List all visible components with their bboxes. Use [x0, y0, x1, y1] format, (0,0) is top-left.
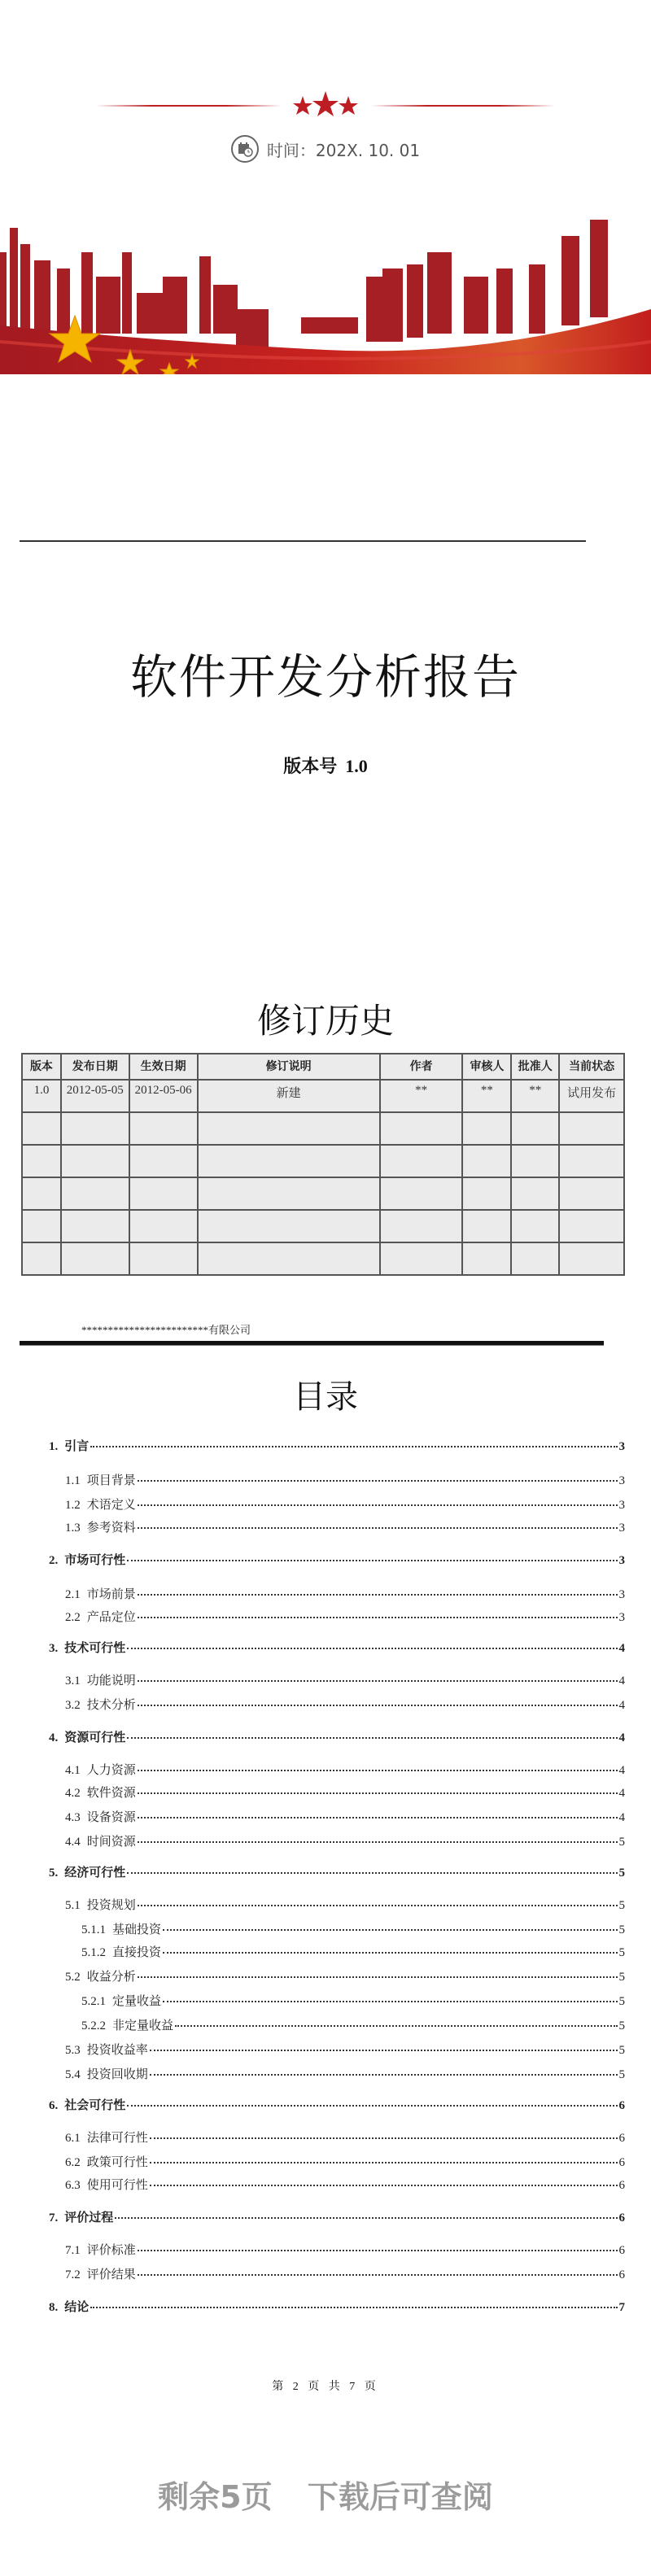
- toc-entry-label: 项目背景: [86, 1474, 136, 1487]
- toc-entry[interactable]: [65, 1896, 625, 1913]
- cover-divider: [20, 540, 586, 542]
- toc-entry[interactable]: [49, 1863, 625, 1880]
- toc-entry-number: 7.: [49, 2211, 59, 2225]
- toc-entry-number: 5.1.2: [81, 1946, 106, 1959]
- toc-entry-label: 参考资料: [86, 1522, 136, 1535]
- table-header-row: [22, 1054, 624, 1080]
- table-cell: [559, 1145, 624, 1177]
- table-cell: [462, 1177, 511, 1210]
- table-cell: [462, 1112, 511, 1145]
- toc-entry-label: 产品定位: [86, 1611, 136, 1624]
- toc-entry-label: 市场可行性: [64, 1554, 126, 1567]
- toc-leader-dots: [150, 2162, 618, 2163]
- toc-leader-dots: [138, 2274, 618, 2276]
- toc-entry-number: 1.3: [65, 1522, 81, 1535]
- toc-entry-page: 5: [618, 1899, 625, 1912]
- toc-entry[interactable]: [49, 1437, 625, 1454]
- table-row: [22, 1080, 624, 1112]
- table-cell: [511, 1112, 559, 1145]
- table-cell: **: [380, 1080, 463, 1112]
- toc-entry-number: 7.1: [65, 2244, 81, 2257]
- toc-leader-dots: [150, 2074, 618, 2076]
- column-header: 当前状态: [559, 1054, 624, 1080]
- toc-leader-dots: [127, 1872, 617, 1874]
- toc-entry-page: 6: [618, 2211, 625, 2225]
- version-number: [0, 753, 651, 778]
- table-cell: [22, 1177, 61, 1210]
- toc-entry-page: 4: [618, 1787, 625, 1800]
- toc-entry-label: 引言: [64, 1440, 90, 1453]
- toc-entry[interactable]: [49, 2298, 625, 2315]
- toc-entry-page: 5: [618, 1971, 625, 1984]
- toc-entry-label: 法律可行性: [86, 2132, 148, 2145]
- table-cell: [380, 1210, 463, 1242]
- toc-entry[interactable]: [65, 2041, 625, 2058]
- toc-leader-dots: [138, 1817, 618, 1818]
- toc-entry-page: 6: [618, 2268, 625, 2281]
- toc-leader-dots: [138, 1905, 618, 1906]
- toc-title: 目录: [293, 1378, 358, 1416]
- table-cell: [61, 1112, 129, 1145]
- toc-entry-page: 5: [618, 1946, 625, 1959]
- toc-entry-label: 投资规划: [86, 1899, 136, 1912]
- toc-entry-number: 7.2: [65, 2268, 81, 2281]
- toc-entry[interactable]: [65, 1808, 625, 1825]
- toc-entry-number: 5.2: [65, 1971, 81, 1984]
- table-row: [22, 1242, 624, 1275]
- version-value: 1.0: [345, 756, 368, 776]
- toc-entry-label: 技术分析: [86, 1699, 136, 1712]
- toc-leader-dots: [127, 2105, 617, 2107]
- toc-entry-page: 5: [618, 1836, 625, 1849]
- toc-entry-number: 3.1: [65, 1674, 81, 1687]
- toc-entry[interactable]: [65, 2241, 625, 2258]
- toc-entry-number: 4.4: [65, 1836, 81, 1849]
- toc-entry-number: 3.: [49, 1642, 59, 1655]
- toc-entry-number: 4.3: [65, 1811, 81, 1824]
- toc-leader-dots: [138, 1527, 618, 1529]
- toc-entry-label: 时间资源: [86, 1836, 136, 1849]
- toc-entry[interactable]: [65, 1967, 625, 1984]
- toc-leader-dots: [138, 1770, 618, 1771]
- table-cell: 1.0: [22, 1080, 61, 1112]
- toc-entry[interactable]: [65, 1608, 625, 1625]
- toc-entry-label: 术语定义: [86, 1499, 136, 1512]
- toc-entry[interactable]: [65, 2128, 625, 2146]
- column-header: 版本: [22, 1054, 61, 1080]
- toc-entry-page: 7: [618, 2301, 625, 2314]
- toc-leader-dots: [163, 1929, 617, 1931]
- toc-entry-label: 软件资源: [86, 1787, 136, 1800]
- decorative-line-left: [96, 105, 282, 107]
- table-cell: [129, 1177, 198, 1210]
- toc-entry-label: 评价结果: [86, 2268, 136, 2281]
- toc-entry-label: 技术可行性: [64, 1642, 126, 1655]
- toc-leader-dots: [138, 1617, 618, 1618]
- toc-entry-page: 4: [618, 1811, 625, 1824]
- toc-entry[interactable]: [65, 2065, 625, 2082]
- table-cell: [511, 1210, 559, 1242]
- toc-entry-number: 1.: [49, 1440, 59, 1453]
- version-label: 版本号: [283, 756, 338, 776]
- toc-entry[interactable]: [65, 1495, 625, 1513]
- toc-leader-dots: [138, 1594, 618, 1596]
- toc-leader-dots: [127, 1737, 617, 1739]
- toc-entry[interactable]: [49, 2096, 625, 2113]
- toc-entry-number: 4.: [49, 1731, 59, 1744]
- toc-leader-dots: [127, 1560, 617, 1561]
- toc-entry-page: 3: [618, 1499, 625, 1512]
- toc-entry-number: 3.2: [65, 1699, 81, 1712]
- table-cell: [22, 1145, 61, 1177]
- toc-entry-label: 政策可行性: [86, 2156, 148, 2169]
- table-cell: [380, 1145, 463, 1177]
- toc-entry[interactable]: [81, 1920, 625, 1937]
- three-stars-icon: [285, 90, 366, 125]
- table-cell: [22, 1112, 61, 1145]
- table-cell: [462, 1210, 511, 1242]
- cover-date: [0, 135, 651, 163]
- toc-entry-page: 3: [618, 1588, 625, 1601]
- toc-entry[interactable]: [49, 1728, 625, 1745]
- toc-entry-page: 4: [618, 1699, 625, 1712]
- table-cell: [61, 1177, 129, 1210]
- toc-entry-label: 人力资源: [86, 1764, 136, 1777]
- toc-entry[interactable]: [49, 1639, 625, 1656]
- toc-entry-label: 非定量收益: [112, 2019, 174, 2032]
- toc-entry-page: 5: [618, 2044, 625, 2057]
- toc-entry[interactable]: [65, 2265, 625, 2282]
- toc-entry-label: 使用可行性: [86, 2179, 148, 2192]
- toc-leader-dots: [127, 1648, 617, 1649]
- toc-entry-page: 5: [618, 1867, 625, 1880]
- toc-entry-label: 定量收益: [112, 1995, 162, 2008]
- cover-date-text: 时间：202X. 10. 01: [266, 140, 421, 160]
- page-number: 第 2 页 共 7 页: [272, 2381, 379, 2393]
- toc-entry-number: 5.2.1: [81, 1995, 106, 2008]
- toc-entry-number: 5.4: [65, 2068, 81, 2081]
- toc-entry-label: 资源可行性: [64, 1731, 126, 1744]
- toc-entry[interactable]: [65, 2176, 625, 2193]
- toc-leader-dots: [138, 1705, 618, 1706]
- toc-entry-label: 功能说明: [86, 1674, 136, 1687]
- toc-entry-number: 5.3: [65, 2044, 81, 2057]
- toc-entry-page: 5: [618, 2068, 625, 2081]
- toc-entry[interactable]: [65, 2153, 625, 2170]
- toc-entry-number: 5.1.1: [81, 1923, 106, 1936]
- toc-leader-dots: [90, 2307, 617, 2308]
- toc-leader-dots: [138, 1680, 618, 1682]
- table-cell: [129, 1112, 198, 1145]
- toc-entry-page: 6: [618, 2099, 625, 2112]
- toc-entry-page: 5: [618, 2019, 625, 2032]
- toc-entry-number: 1.1: [65, 1474, 81, 1487]
- toc-entry[interactable]: [65, 1471, 625, 1488]
- toc-entry-number: 5.: [49, 1867, 59, 1880]
- toc-leader-dots: [138, 1480, 618, 1482]
- table-cell: **: [511, 1080, 559, 1112]
- toc-entry[interactable]: [81, 1943, 625, 1960]
- header-divider: [20, 1341, 604, 1346]
- toc-entry-number: 8.: [49, 2301, 59, 2314]
- toc-entry-label: 评价过程: [64, 2211, 114, 2225]
- table-cell: 试用发布: [559, 1080, 624, 1112]
- toc-entry-number: 2.2: [65, 1611, 81, 1624]
- toc-entry-page: 4: [618, 1642, 625, 1655]
- table-cell: 2012-05-05: [61, 1080, 129, 1112]
- toc-entry[interactable]: [65, 1518, 625, 1535]
- table-cell: [22, 1210, 61, 1242]
- toc-entry[interactable]: [65, 1761, 625, 1778]
- toc-entry-page: 4: [618, 1674, 625, 1687]
- toc-entry-page: 5: [618, 1995, 625, 2008]
- toc-entry[interactable]: [81, 1992, 625, 2009]
- toc-entry-number: 6.1: [65, 2132, 81, 2145]
- toc-leader-dots: [138, 1504, 618, 1506]
- table-cell: 2012-05-06: [129, 1080, 198, 1112]
- table-cell: [198, 1145, 380, 1177]
- column-header: 修订说明: [198, 1054, 380, 1080]
- toc-leader-dots: [138, 1792, 618, 1794]
- table-row: [22, 1210, 624, 1242]
- toc-leader-dots: [138, 2250, 618, 2251]
- table-cell: [198, 1112, 380, 1145]
- toc-entry-page: 3: [618, 1554, 625, 1567]
- table-cell: [61, 1210, 129, 1242]
- toc-leader-dots: [138, 1841, 618, 1843]
- document-title: 软件开发分析报告: [129, 649, 521, 705]
- toc-entry-page: 3: [618, 1474, 625, 1487]
- table-cell: [462, 1145, 511, 1177]
- column-header: 作者: [380, 1054, 463, 1080]
- toc-entry-number: 2.: [49, 1554, 59, 1567]
- toc-entry-number: 6.3: [65, 2179, 81, 2192]
- table-cell: [559, 1112, 624, 1145]
- toc-entry[interactable]: [65, 1784, 625, 1801]
- table-cell: [462, 1242, 511, 1275]
- table-cell: [559, 1177, 624, 1210]
- table-cell: [198, 1210, 380, 1242]
- toc-entry-page: 6: [618, 2179, 625, 2192]
- toc-entry-page: 6: [618, 2156, 625, 2169]
- table-cell: [559, 1242, 624, 1275]
- table-cell: [198, 1242, 380, 1275]
- table-cell: [380, 1112, 463, 1145]
- toc-entry-label: 市场前景: [86, 1588, 136, 1601]
- toc-entry-label: 投资回收期: [86, 2068, 148, 2081]
- column-header: 批准人: [511, 1054, 559, 1080]
- toc-entry[interactable]: [81, 2016, 625, 2033]
- toc-entry-page: 5: [618, 1923, 625, 1936]
- table-row: [22, 1112, 624, 1145]
- toc-entry-page: 3: [618, 1440, 625, 1453]
- toc-entry-number: 6.: [49, 2099, 59, 2112]
- table-cell: [511, 1145, 559, 1177]
- table-row: [22, 1177, 624, 1210]
- toc-leader-dots: [150, 2137, 618, 2139]
- company-header: ************************有限公司: [81, 1324, 251, 1336]
- table-cell: [129, 1210, 198, 1242]
- toc-entry-label: 直接投资: [112, 1946, 162, 1959]
- table-cell: [559, 1210, 624, 1242]
- table-cell: [511, 1177, 559, 1210]
- toc-leader-dots: [163, 1952, 617, 1954]
- toc-leader-dots: [150, 2050, 618, 2051]
- calendar-clock-icon: [231, 135, 259, 163]
- table-cell: [380, 1242, 463, 1275]
- column-header: 审核人: [462, 1054, 511, 1080]
- toc-entry-label: 评价标准: [86, 2244, 136, 2257]
- toc-entry[interactable]: [65, 1671, 625, 1688]
- toc-entry-label: 社会可行性: [64, 2099, 126, 2112]
- toc-entry-number: 2.1: [65, 1588, 81, 1601]
- toc-entry-number: 6.2: [65, 2156, 81, 2169]
- table-cell: [61, 1145, 129, 1177]
- table-cell: [22, 1242, 61, 1275]
- table-cell: [129, 1145, 198, 1177]
- toc-entry-number: 4.1: [65, 1764, 81, 1777]
- table-cell: [129, 1242, 198, 1275]
- toc-entry-page: 6: [618, 2244, 625, 2257]
- city-skyline-banner: [0, 220, 651, 374]
- toc-leader-dots: [163, 2001, 617, 2002]
- toc-entry[interactable]: [65, 1832, 625, 1849]
- revision-history-table: [21, 1053, 625, 1276]
- decorative-line-right: [371, 105, 555, 107]
- toc-leader-dots: [175, 2025, 617, 2027]
- toc-entry-number: 1.2: [65, 1499, 81, 1512]
- toc-leader-dots: [90, 1446, 617, 1447]
- column-header: 生效日期: [129, 1054, 198, 1080]
- toc-entry-label: 收益分析: [86, 1971, 136, 1984]
- table-cell: [61, 1242, 129, 1275]
- toc-entry-number: 5.2.2: [81, 2019, 106, 2032]
- table-cell: [511, 1242, 559, 1275]
- table-cell: 新建: [198, 1080, 380, 1112]
- toc-entry-label: 结论: [64, 2301, 90, 2314]
- toc-entry-page: 3: [618, 1611, 625, 1624]
- revision-history-title: 修订历史: [256, 1001, 394, 1041]
- toc-entry-label: 设备资源: [86, 1811, 136, 1824]
- toc-entry-page: 6: [618, 2132, 625, 2145]
- table-cell: **: [462, 1080, 511, 1112]
- toc-entry-number: 5.1: [65, 1899, 81, 1912]
- column-header: 发布日期: [61, 1054, 129, 1080]
- toc-leader-dots: [138, 1976, 618, 1978]
- toc-entry[interactable]: [49, 1551, 625, 1568]
- toc-entry-page: 3: [618, 1522, 625, 1535]
- toc-entry[interactable]: [49, 2208, 625, 2225]
- toc-entry-number: 4.2: [65, 1787, 81, 1800]
- toc-leader-dots: [115, 2217, 617, 2219]
- table-row: [22, 1145, 624, 1177]
- toc-entry[interactable]: [65, 1585, 625, 1602]
- toc-entry-label: 投资收益率: [86, 2044, 148, 2057]
- toc-entry-label: 基础投资: [112, 1923, 162, 1936]
- toc-entry[interactable]: [65, 1696, 625, 1713]
- toc-entry-page: 4: [618, 1731, 625, 1744]
- toc-entry-page: 4: [618, 1764, 625, 1777]
- table-cell: [380, 1177, 463, 1210]
- toc-entry-label: 经济可行性: [64, 1867, 126, 1880]
- remaining-pages-watermark: 剩余5页 下载后可查阅: [158, 2479, 493, 2515]
- table-cell: [198, 1177, 380, 1210]
- toc-leader-dots: [150, 2185, 618, 2186]
